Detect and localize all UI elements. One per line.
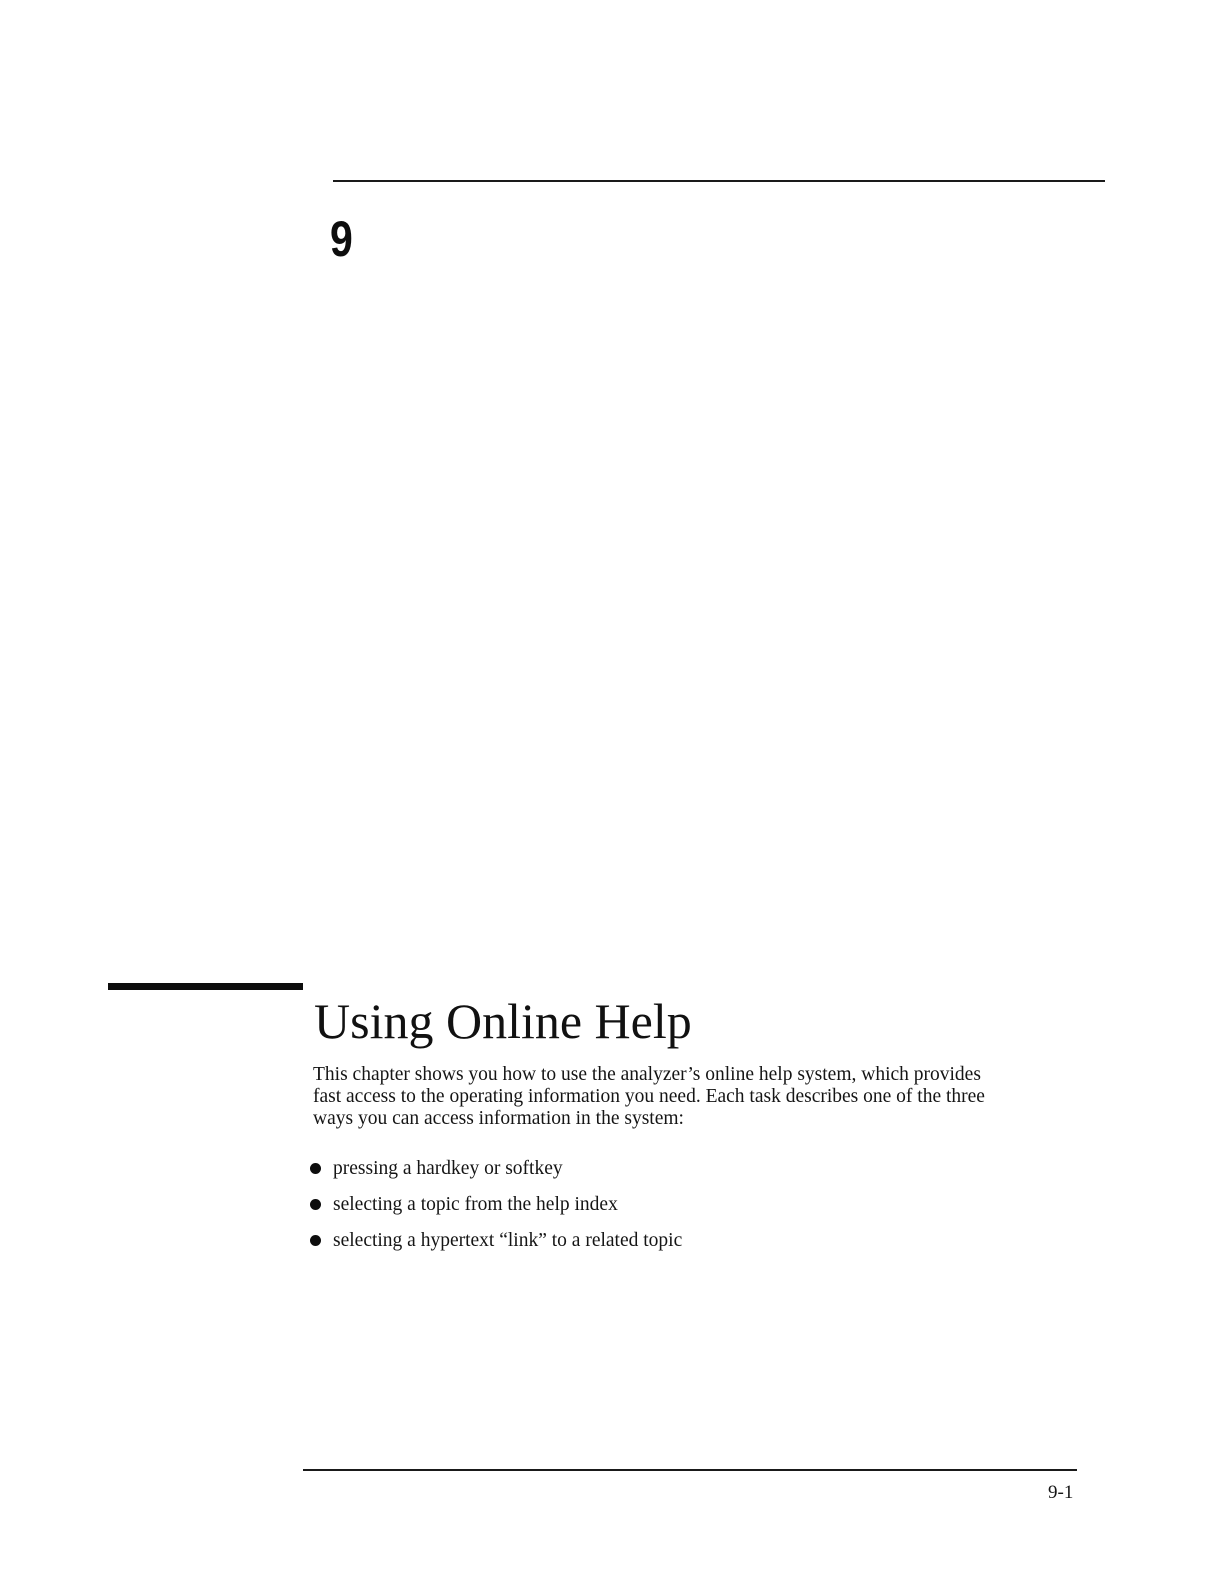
- chapter-top-rule: [333, 180, 1105, 182]
- access-methods-list: [310, 1154, 682, 1262]
- list-item-text: selecting a topic from the help index: [333, 1194, 618, 1215]
- list-item-text: selecting a hypertext “link” to a related topic: [333, 1230, 683, 1251]
- list-item: [310, 1190, 682, 1226]
- intro-line: ways you can access information in the system:: [313, 1108, 684, 1129]
- intro-line: fast access to the operating information you need. Each task describes one of the three: [313, 1086, 985, 1107]
- bullet-icon: [310, 1163, 321, 1174]
- list-item-text: pressing a hardkey or softkey: [333, 1158, 563, 1179]
- intro-paragraph: [313, 1064, 1093, 1130]
- bullet-icon: [310, 1199, 321, 1210]
- heading-marker-bar: [108, 983, 303, 990]
- page-number: 9-1: [1048, 1482, 1074, 1503]
- list-item: [310, 1154, 682, 1190]
- bullet-icon: [310, 1235, 321, 1246]
- footer-rule: [303, 1469, 1077, 1471]
- chapter-title: Using Online Help: [314, 993, 692, 1049]
- intro-line: This chapter shows you how to use the analyzer’s online help system, which provides: [313, 1064, 981, 1085]
- chapter-number: 9: [330, 211, 353, 267]
- list-item: [310, 1226, 682, 1262]
